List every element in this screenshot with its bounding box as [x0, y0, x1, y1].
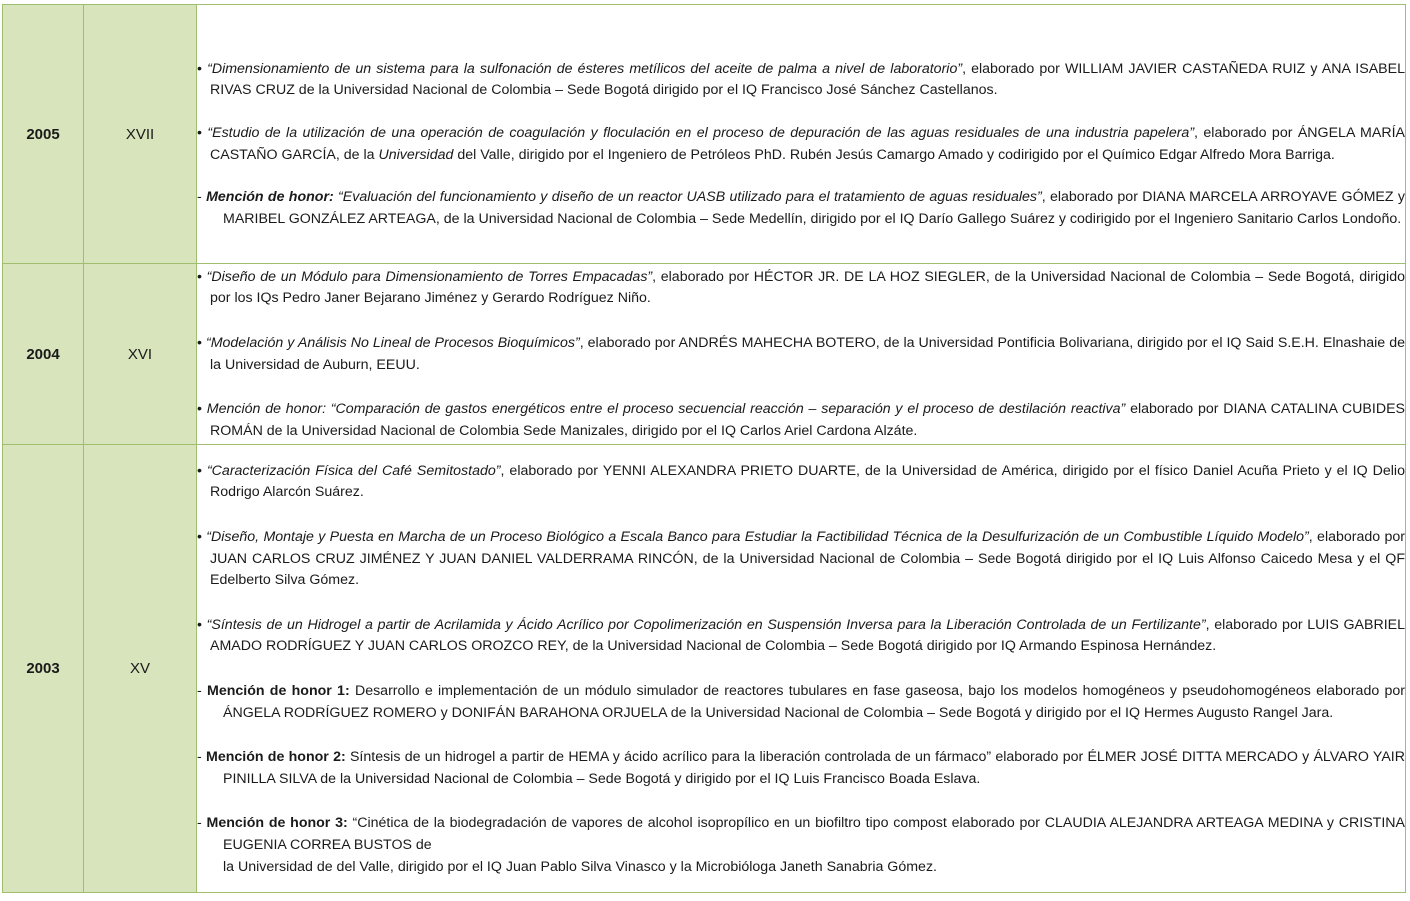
- list-item: • “Diseño, Montaje y Puesta en Marcha de un Proceso Biológico a Escala Banco para Estudiar la Factibilidad Técnica de la Desulfurización de un Combustible Líquido Modelo”, elaborado por JUAN CARLOS CRUZ JIMÉNEZ Y JUAN DANIEL VALDERRAMA RINCÓN, de la Universidad Nacional de Colombia – Sede Bogotá dirigido por el IQ Luis Alfonso Caicedo Mesa y el QF Edelberto Silva Gómez.: [197, 529, 1405, 589]
- table-row-2004: [3, 264, 1406, 445]
- list-item: - Mención de honor: “Evaluación del funcionamiento y diseño de un reactor UASB utilizado para el tratamiento de aguas residuales”, elaborado por DIANA MARCELA ARROYAVE GÓMEZ y MARIBEL GONZÁLEZ ARTEAGA, de la Universidad Nacional de Colombia – Sede Medellín, dirigido por el IQ Darío Gallego Suárez y codirigido por el Ingeniero Sanitario Carlos Londoño.: [197, 189, 1405, 227]
- list-item: • Mención de honor: “Comparación de gastos energéticos entre el proceso secuencial reacción – separación y el proceso de destilación reactiva” elaborado por DIANA CATALINA CUBIDES ROMÁN de la Universidad Nacional de Colombia Sede Manizales, dirigido por el IQ Carlos Ariel Cardona Alzáte.: [197, 401, 1406, 439]
- list-item: • “Caracterización Física del Café Semitostado”, elaborado por YENNI ALEXANDRA PRIETO DUARTE, de la Universidad de América, dirigido por el físico Daniel Acuña Prieto y el IQ Delio Rodrigo Alarcón Suárez.: [197, 462, 1405, 501]
- edition-cell: XVII: [84, 5, 197, 264]
- entries-cell: [197, 445, 1406, 893]
- list-item: • “Diseño de un Módulo para Dimensionamiento de Torres Empacadas”, elaborado por HÉCTOR JR. DE LA HOZ SIEGLER, de la Universidad Nacional de Colombia – Sede Bogotá, dirigido por los IQs Pedro Janer Bejarano Jiménez y Gerardo Rodríguez Niño.: [197, 268, 1405, 307]
- table-row-2003: [3, 445, 1406, 893]
- year-cell: 2003: [3, 445, 84, 893]
- list-item: - Mención de honor 2: Síntesis de un hidrogel a partir de HEMA y ácido acrílico para la liberación controlada de un fármaco” elaborado por ÉLMER JOSÉ DITTA MERCADO y ÁLVARO YAIR PINILLA SILVA de la Universidad Nacional de Colombia – Sede Bogotá y dirigido por el IQ Luis Francisco Boada Eslava.: [197, 749, 1405, 787]
- entries-cell: [197, 264, 1406, 445]
- edition-cell: XVI: [84, 264, 197, 445]
- awards-table: [2, 4, 1406, 893]
- entries-cell: [197, 5, 1406, 264]
- year-cell: 2005: [3, 5, 84, 264]
- edition-cell: XV: [84, 445, 197, 893]
- year-cell: 2004: [3, 264, 84, 445]
- table-row-2005: [3, 5, 1406, 264]
- list-item: - Mención de honor 1: Desarrollo e implementación de un módulo simulador de reactores tubulares en fase gaseosa, bajo los modelos homogéneos y pseudohomogéneos elaborado por ÁNGELA RODRÍGUEZ ROMERO y DONIFÁN BARAHONA ORJUELA de la Universidad Nacional de Colombia – Sede Bogotá y dirigido por el IQ Hermes Augusto Rangel Jara.: [197, 683, 1405, 721]
- list-item: • “Modelación y Análisis No Lineal de Procesos Bioquímicos”, elaborado por ANDRÉS MAHECHA BOTERO, de la Universidad Pontificia Bolivariana, dirigido por el IQ Said S.E.H. Elnashaie de la Universidad de Auburn, EEUU.: [197, 334, 1405, 373]
- list-item: - Mención de honor 3: “Cinética de la biodegradación de vapores de alcohol isopropílico en un biofiltro tipo compost elaborado por CLAUDIA ALEJANDRA ARTEAGA MEDINA y CRISTINA EUGENIA CORREA BUSTOS de la Universidad de del Valle, dirigido por el IQ Juan Pablo Silva Vinasco y la Microbióloga Janeth Sanabria Gómez.: [197, 815, 1405, 875]
- list-item: • “Síntesis de un Hidrogel a partir de Acrilamida y Ácido Acrílico por Copolimerización en Suspensión Inversa para la Liberación Controlada de un Fertilizante”, elaborado por LUIS GABRIEL AMADO RODRÍGUEZ Y JUAN CARLOS OROZCO REY, de la Universidad Nacional de Colombia – Sede Bogotá dirigido por IQ Armando Espinosa Hernández.: [197, 616, 1405, 655]
- list-item: • “Estudio de la utilización de una operación de coagulación y floculación en el proceso de depuración de las aguas residuales de una industria papelera”, elaborado por ÁNGELA MARÍA CASTAÑO GARCÍA, de la Universidad del Valle, dirigido por el Ingeniero de Petróleos PhD. Rubén Jesús Camargo Amado y codirigido por el Químico Edgar Alfredo Mora Barriga.: [197, 124, 1405, 163]
- list-item: • “Dimensionamiento de un sistema para la sulfonación de ésteres metílicos del aceite de palma a nivel de laboratorio”, elaborado por WILLIAM JAVIER CASTAÑEDA RUIZ y ANA ISABEL RIVAS CRUZ de la Universidad Nacional de Colombia – Sede Bogotá dirigido por el IQ Francisco José Sánchez Castellanos.: [197, 60, 1405, 99]
